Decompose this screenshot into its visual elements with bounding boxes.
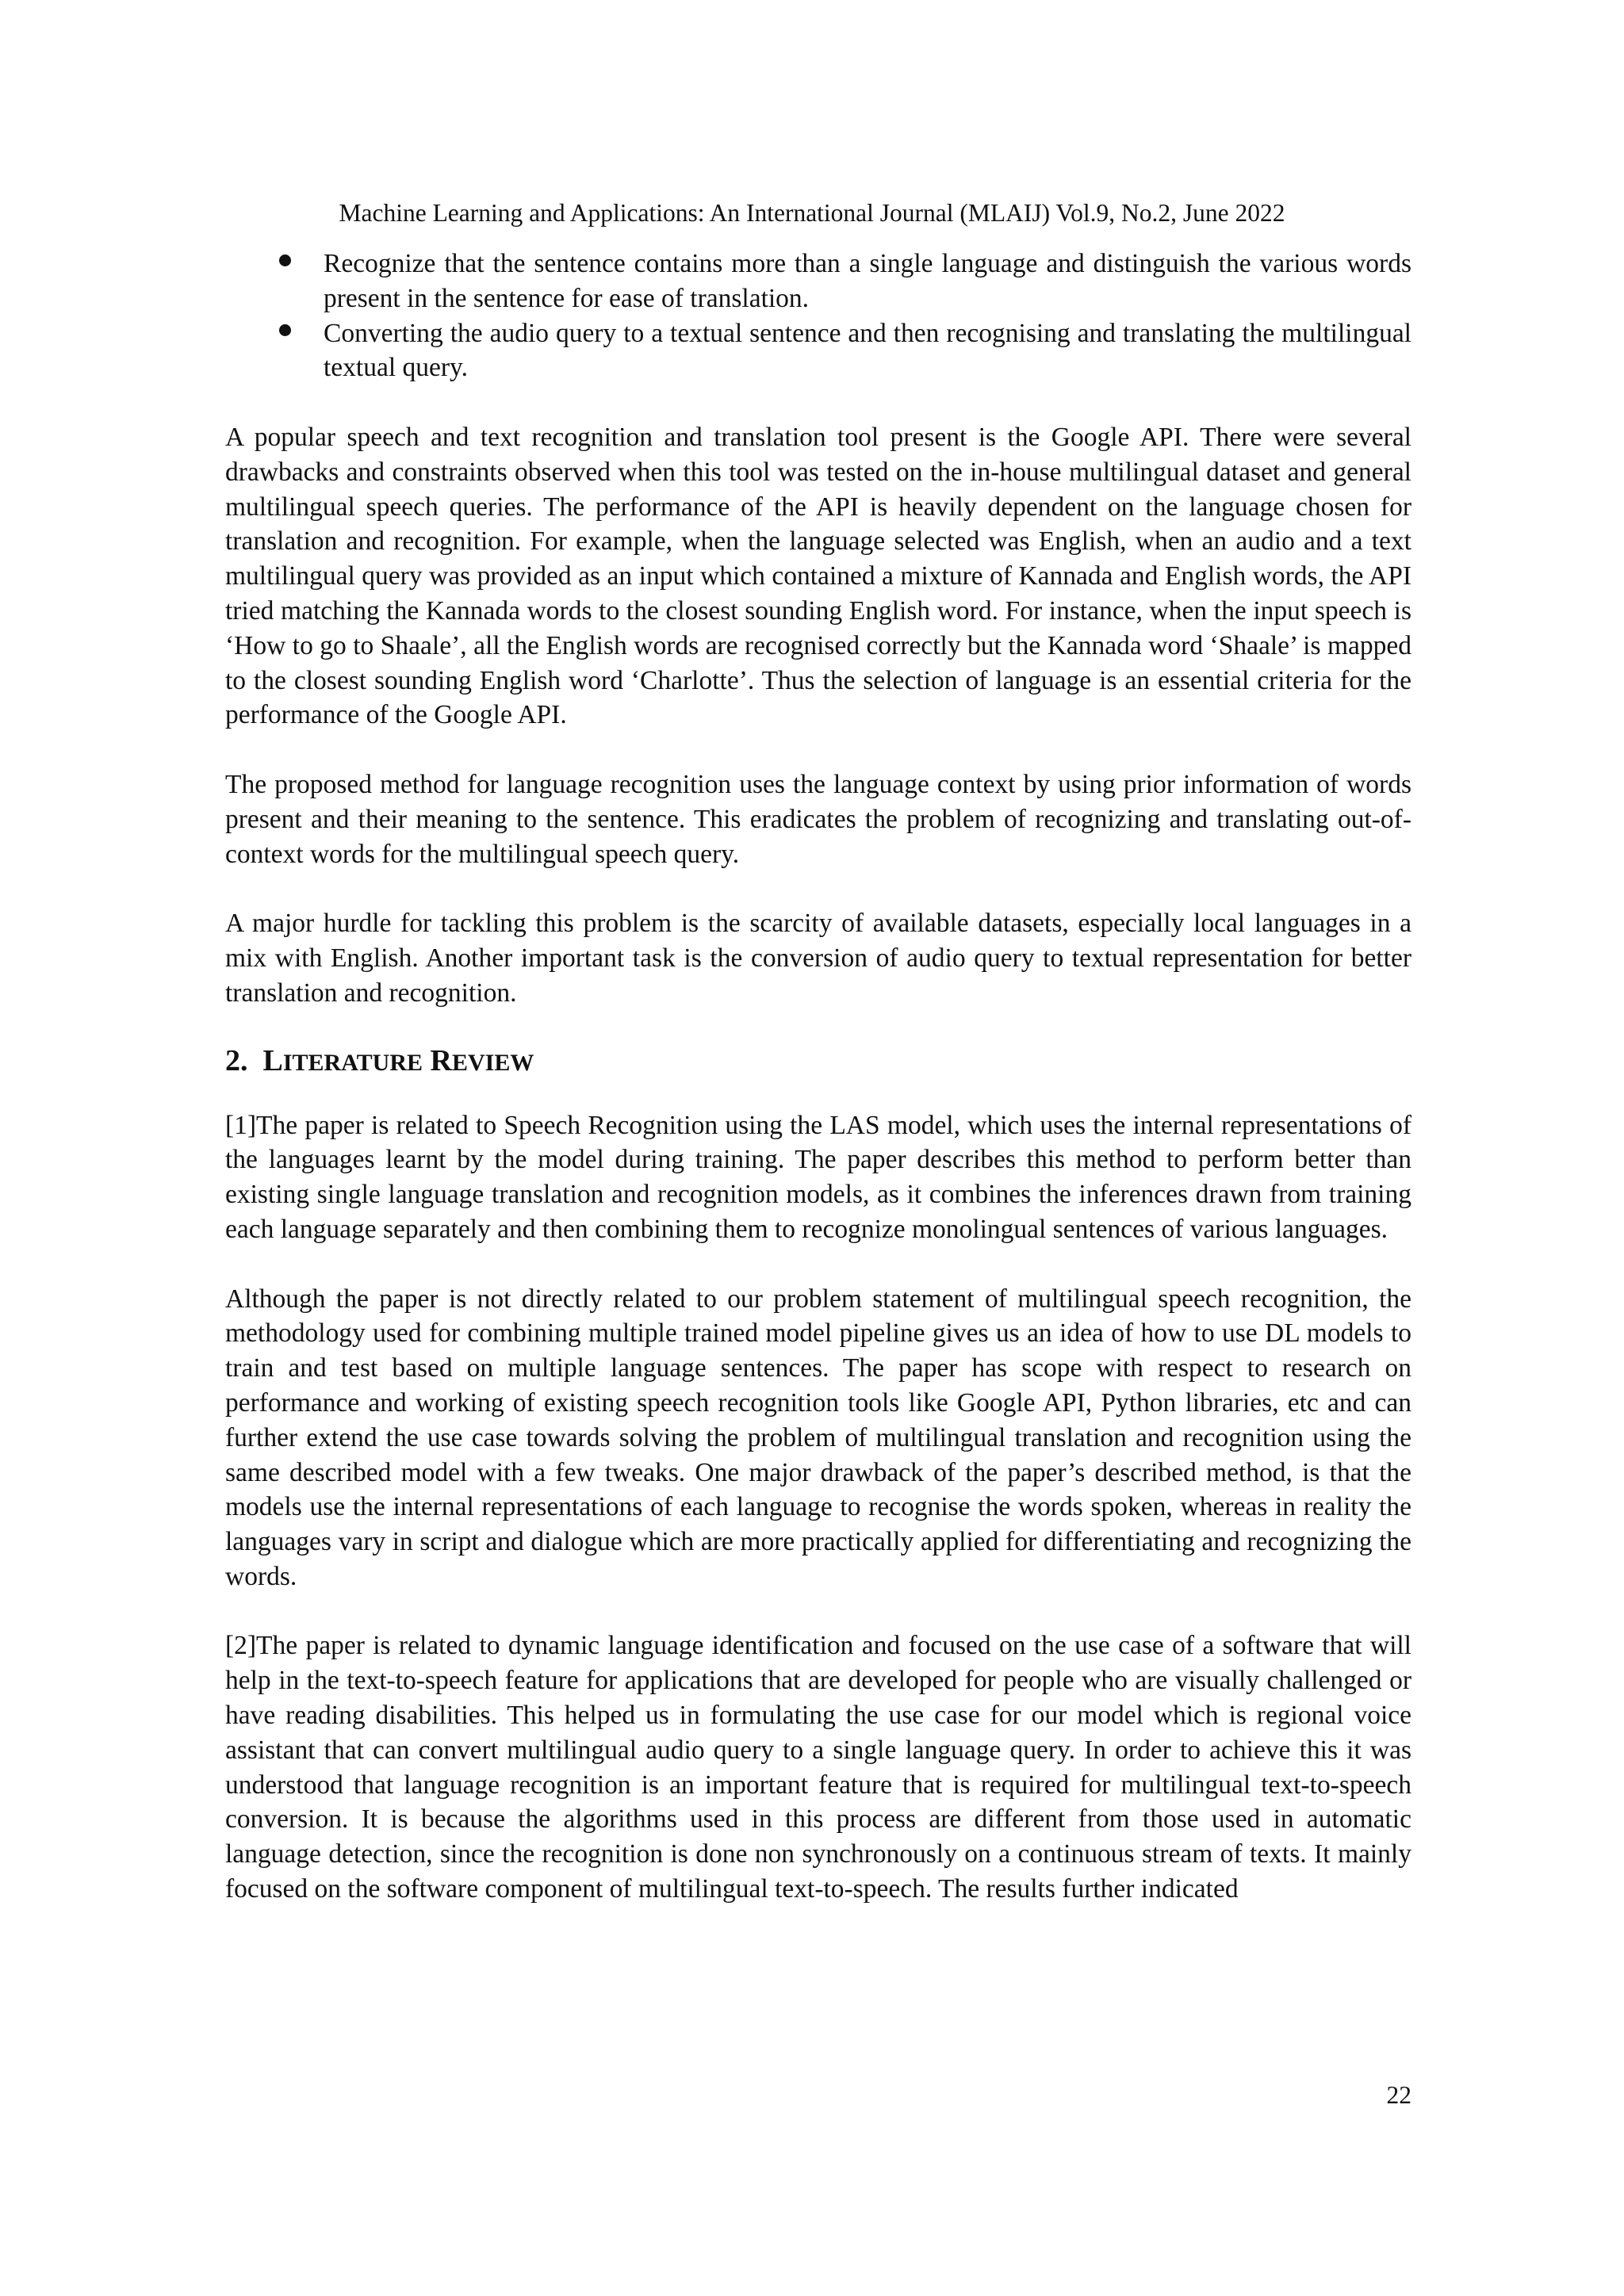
paragraph-gap	[225, 1247, 1411, 1282]
heading-gap	[225, 1085, 1411, 1108]
page-body	[225, 247, 1411, 1907]
page-number: 22	[1386, 2081, 1411, 2109]
paragraph-major-hurdle: A major hurdle for tackling this problem is the scarcity of available datasets, especially local languages in a mix with English. Another important task is the conversion of audio query to textual representation for better translation and recognition.	[225, 909, 1411, 1008]
paragraph-literature-3: [2]The paper is related to dynamic language identification and focused on the use case of a software that will help in the text-to-speech feature for applications that are developed for people who are visually challenged or have reading disabilities. This helped us in formulating the use case for our model which is regional voice assistant that can convert multilingual audio query to a single language query. In order to achieve this it was understood that language recognition is an important feature that is required for multilingual text-to-speech conversion. It is because the algorithms used in this process are different from those used in automatic language detection, since the recognition is done non synchronously on a continuous stream of texts. It mainly focused on the software component of multilingual text-to-speech. The results further indicated	[225, 1631, 1411, 1904]
section-title-cap: L	[262, 1043, 283, 1077]
heading-gap	[225, 1011, 1411, 1039]
bullet-dot-icon	[279, 324, 291, 336]
bullet-list	[225, 247, 1411, 385]
section-heading	[225, 1039, 1411, 1085]
section-number: 2.	[225, 1043, 248, 1077]
bullet-text: Recognize that the sentence contains more than a single language and distinguish the various words present in the sentence for ease of translation.	[324, 249, 1411, 313]
paragraph-literature-2: Although the paper is not directly related to our problem statement of multilingual speech recognition, the methodology used for combining multiple trained model pipeline gives us an idea of how to use DL models to train and test based on multiple language sentences. The paper has scope with respect to research on performance and working of existing speech recognition tools like Google API, Python libraries, etc and can further extend the use case towards solving the problem of multilingual translation and recognition using the same described model with a few tweaks. One major drawback of the paper’s described method, is that the models use the internal representations of each language to recognise the words spoken, whereas in reality the languages vary in script and dialogue which are more practically applied for differentiating and recognizing the words.	[225, 1284, 1411, 1591]
section-title-small-caps: EVIEW	[451, 1049, 534, 1076]
running-header: Machine Learning and Applications: An International Journal (MLAIJ) Vol.9, No.2, June 2022	[339, 199, 1285, 227]
paragraph-gap	[225, 733, 1411, 767]
paragraph-gap	[225, 1594, 1411, 1629]
paragraph-gap	[225, 385, 1411, 420]
paragraph-literature-1: [1]The paper is related to Speech Recognition using the LAS model, which uses the internal representations of the languages learnt by the model during training. The paper describes this method to perform better than existing single language translation and recognition models, as it combines the inferences drawn from training each language separately and then combining them to recognize monolingual sentences of various languages.	[225, 1110, 1411, 1244]
bullet-item	[225, 247, 1411, 316]
paragraph-google-api: A popular speech and text recognition and translation tool present is the Google API. There were several drawbacks and constraints observed when this tool was tested on the in-house multilingual dataset and general multilingual speech queries. The performance of the API is heavily dependent on the language chosen for translation and recognition. For example, when the language selected was English, when an audio and a text multilingual query was provided as an input which contained a mixture of Kannada and English words, the API tried matching the Kannada words to the closest sounding English word. For instance, when the input speech is ‘How to go to Shaale’, all the English words are recognised correctly but the Kannada word ‘Shaale’ is mapped to the closest sounding English word ‘Charlotte’. Thus the selection of language is an essential criteria for the performance of the Google API.	[225, 422, 1411, 730]
bullet-item	[225, 316, 1411, 386]
bullet-text: Converting the audio query to a textual sentence and then recognising and translating the multilingual textual query.	[324, 318, 1411, 383]
paragraph-gap	[225, 871, 1411, 906]
bullet-dot-icon	[279, 254, 291, 266]
section-title-cap: R	[430, 1043, 452, 1077]
section-title-small-caps: ITERATURE	[282, 1049, 423, 1076]
paragraph-proposed-method: The proposed method for language recognition uses the language context by using prior information of words present and their meaning to the sentence. This eradicates the problem of recognizing and translating out-of-context words for the multilingual speech query.	[225, 769, 1411, 869]
